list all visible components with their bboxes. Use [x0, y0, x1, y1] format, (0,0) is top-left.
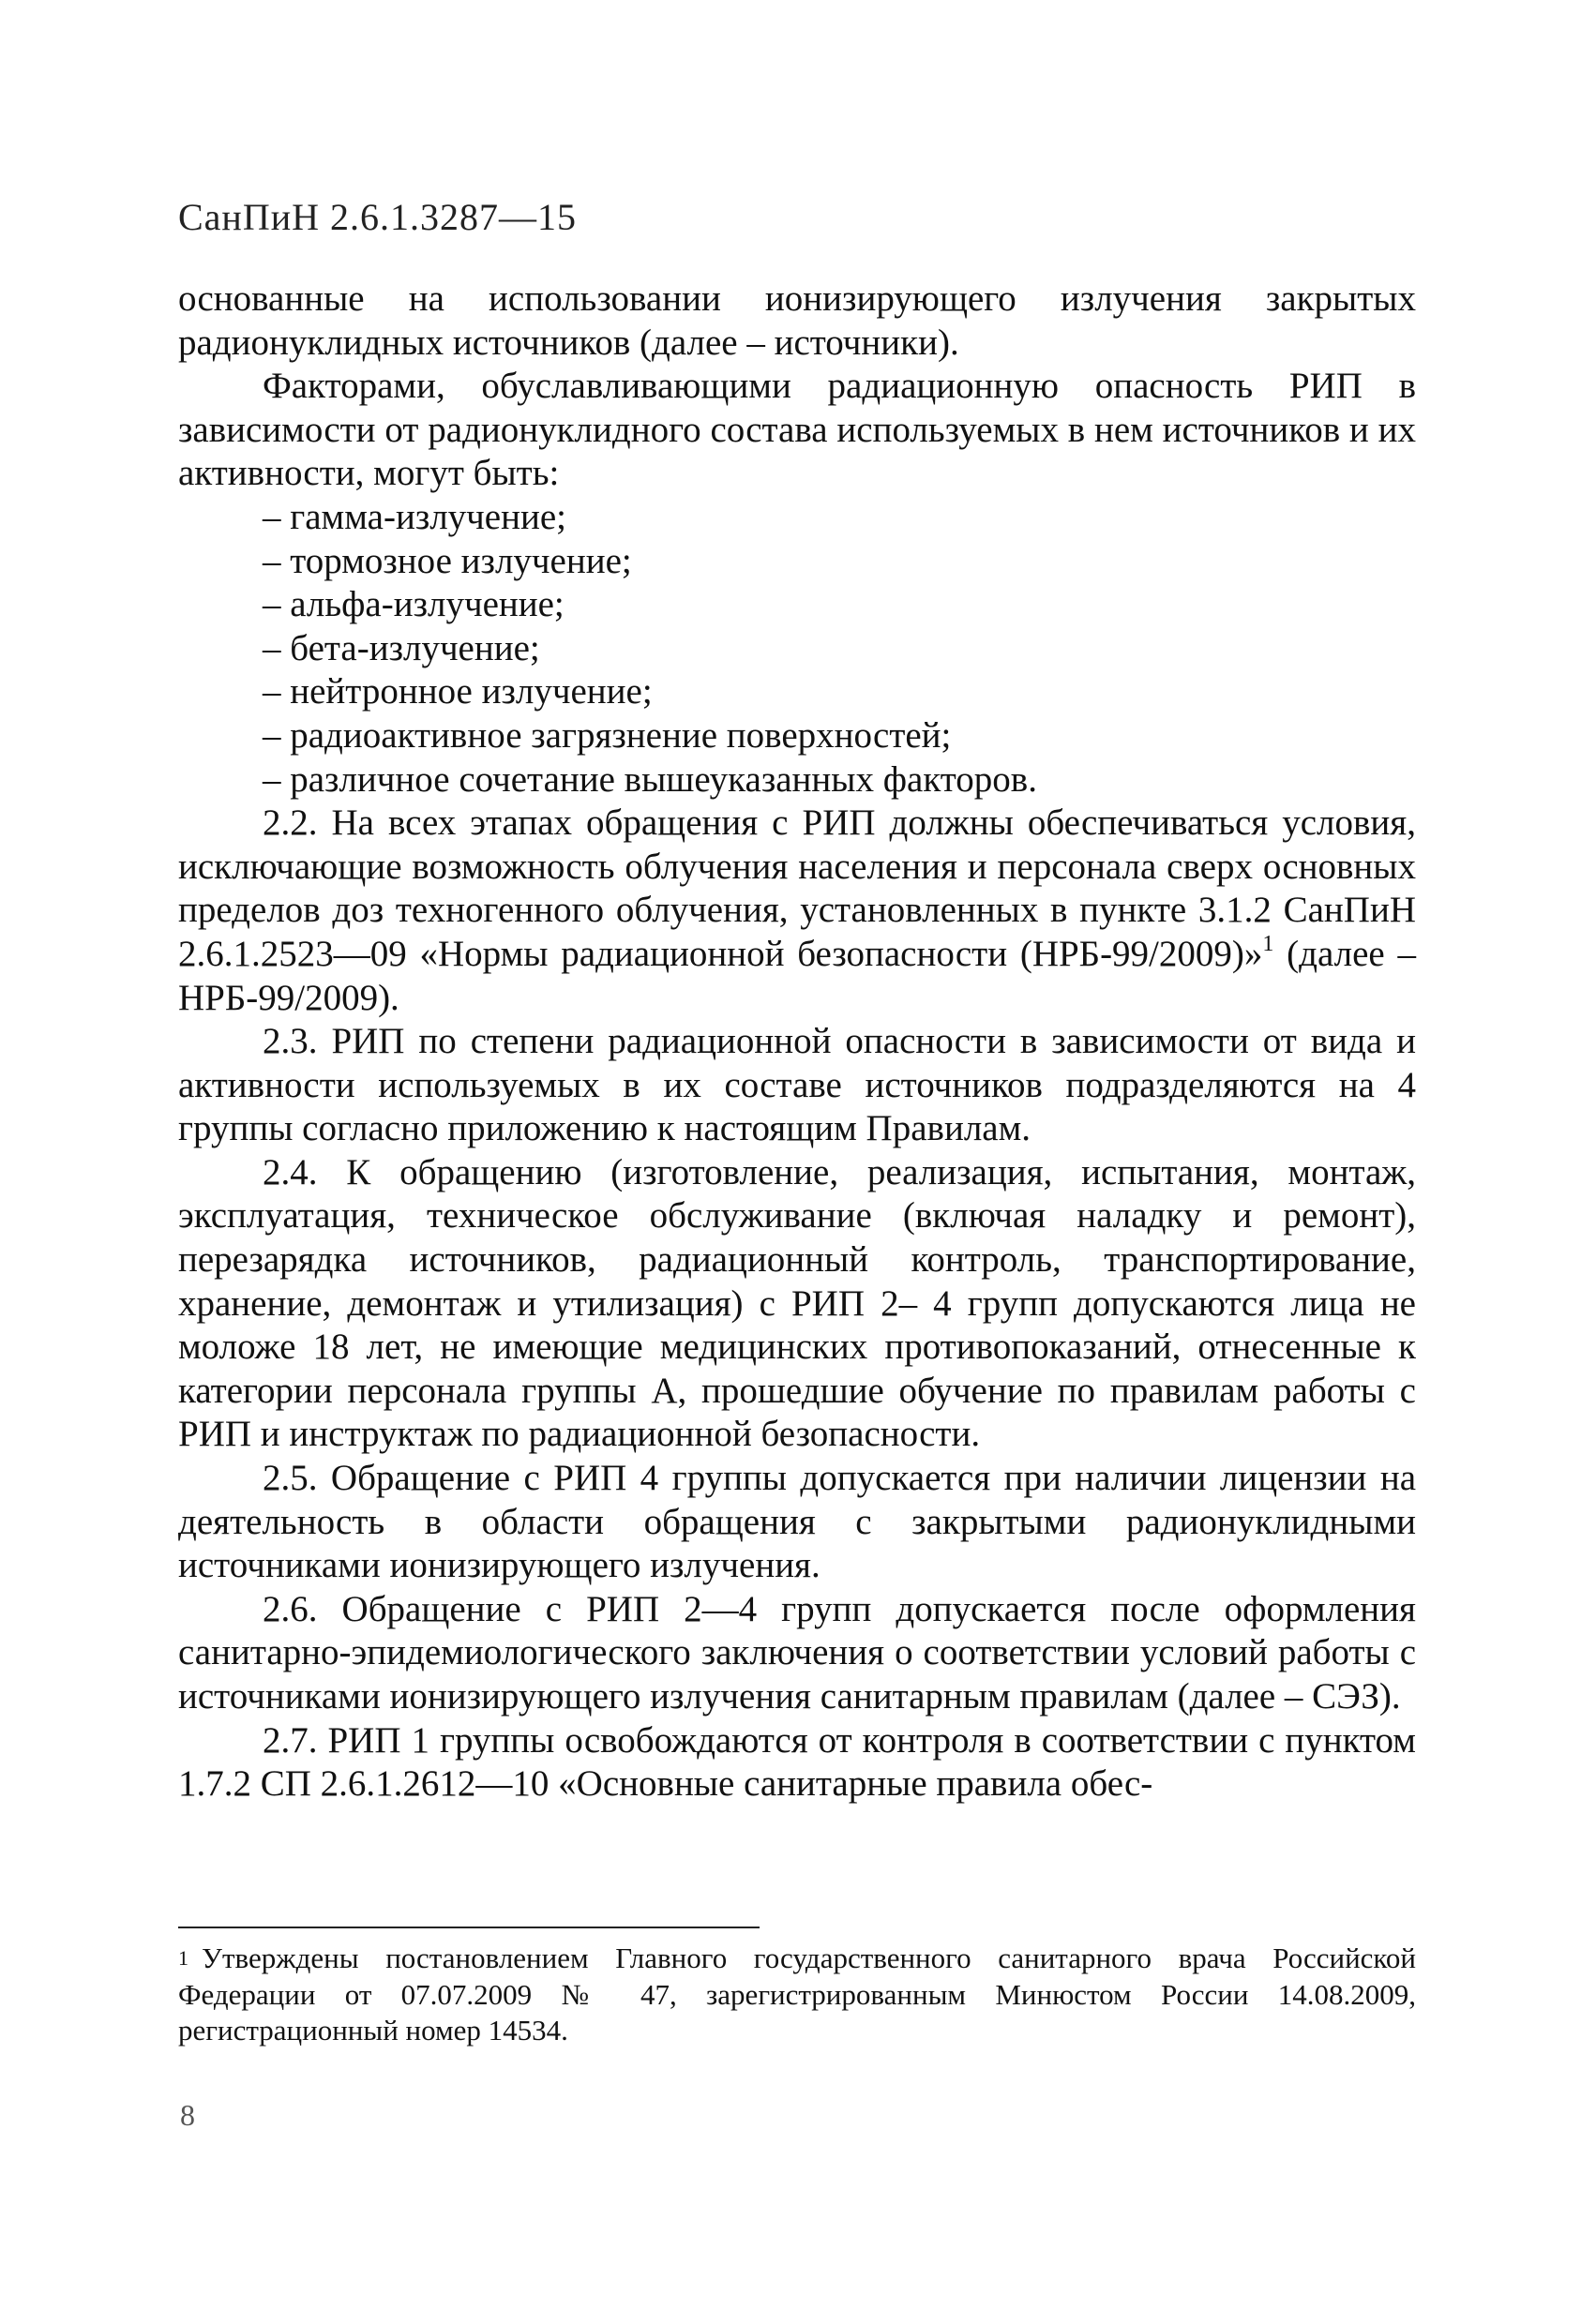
footnote-divider [178, 1927, 760, 1928]
paragraph-2-2-text: 2.2. На всех этапах обращения с РИП должны обеспечиваться условия, исключающие возможность облучения населения и персонала сверх основных пределов доз техногенного облучения, установленных в пункте 3.1.2 СанПиН 2.6.1.2523—09 «Нормы радиационной безопасности (НРБ-99/2009)» [178, 802, 1416, 974]
list-item: – бета-излучение; [263, 627, 540, 668]
paragraph-continuation: основанные на использовании ионизирующего излучения закрытых радионуклидных источников (далее – источники). [178, 278, 1416, 363]
paragraph-2-6: 2.6. Обращение с РИП 2—4 групп допускается после оформления санитарно-эпидемиологического заключения о соответствии условий работы с источниками ионизирующего излучения санитарным правилам (далее – СЭЗ). [178, 1588, 1416, 1717]
list-item: – тормозное излучение; [263, 540, 632, 581]
paragraph-2-2-tail: (далее – НРБ-99/2009). [178, 933, 1416, 1018]
paragraph-2-5: 2.5. Обращение с РИП 4 группы допускается при наличии лицензии на деятельность в области обращения с закрытыми радионуклидными источниками ионизирующего излучения. [178, 1458, 1416, 1586]
factors-list [178, 496, 1416, 802]
list-item: – альфа-излучение; [263, 584, 565, 625]
paragraph-2-2 [178, 802, 1416, 1020]
list-item: – радиоактивное загрязнение поверхностей; [263, 714, 952, 756]
list-item: – гамма-излучение; [263, 496, 566, 537]
body-text [178, 277, 1416, 1807]
footnote-mark: 1 [178, 1946, 188, 1970]
footnote-reference: 1 [1262, 931, 1274, 956]
footnote [178, 1941, 1416, 2049]
footnote-text: Утверждены постановлением Главного государственного санитарного врача Российской Федерации от 07.07.2009 № 47, зарегистрированным Минюстом России 14.08.2009, регистрационный номер 14534. [178, 1942, 1416, 2047]
paragraph-2-3: 2.3. РИП по степени радиационной опасности в зависимости от вида и активности используемых в их составе источников подразделяются на 4 группы согласно приложению к настоящим Правилам. [178, 1021, 1416, 1149]
document-code-header: СанПиН 2.6.1.3287—15 [178, 196, 578, 238]
paragraph-2-7: 2.7. РИП 1 группы освобождаются от контроля в соответствии с пунктом 1.7.2 СП 2.6.1.2612—10 «Основные санитарные правила обес- [178, 1719, 1416, 1805]
paragraph-2-4: 2.4. К обращению (изготовление, реализация, испытания, монтаж, эксплуатация, техническое обслуживание (включая наладку и ремонт), перезарядка источников, радиационный контроль, транспортирование, хранение, демонтаж и утилизация) с РИП 2– 4 групп допускаются лица не моложе 18 лет, не имеющие медицинских противопоказаний, отнесенные к категории персонала группы А, прошедшие обучение по правилам работы с РИП и инструктаж по радиационной безопасности. [178, 1151, 1416, 1455]
paragraph-factors: Факторами, обуславливающими радиационную опасность РИП в зависимости от радионуклидного состава используемых в нем источников и их активности, могут быть: [178, 366, 1416, 494]
page-number: 8 [180, 2098, 195, 2132]
list-item: – нейтронное излучение; [263, 671, 653, 712]
list-item: – различное сочетание вышеуказанных факторов. [263, 758, 1037, 800]
